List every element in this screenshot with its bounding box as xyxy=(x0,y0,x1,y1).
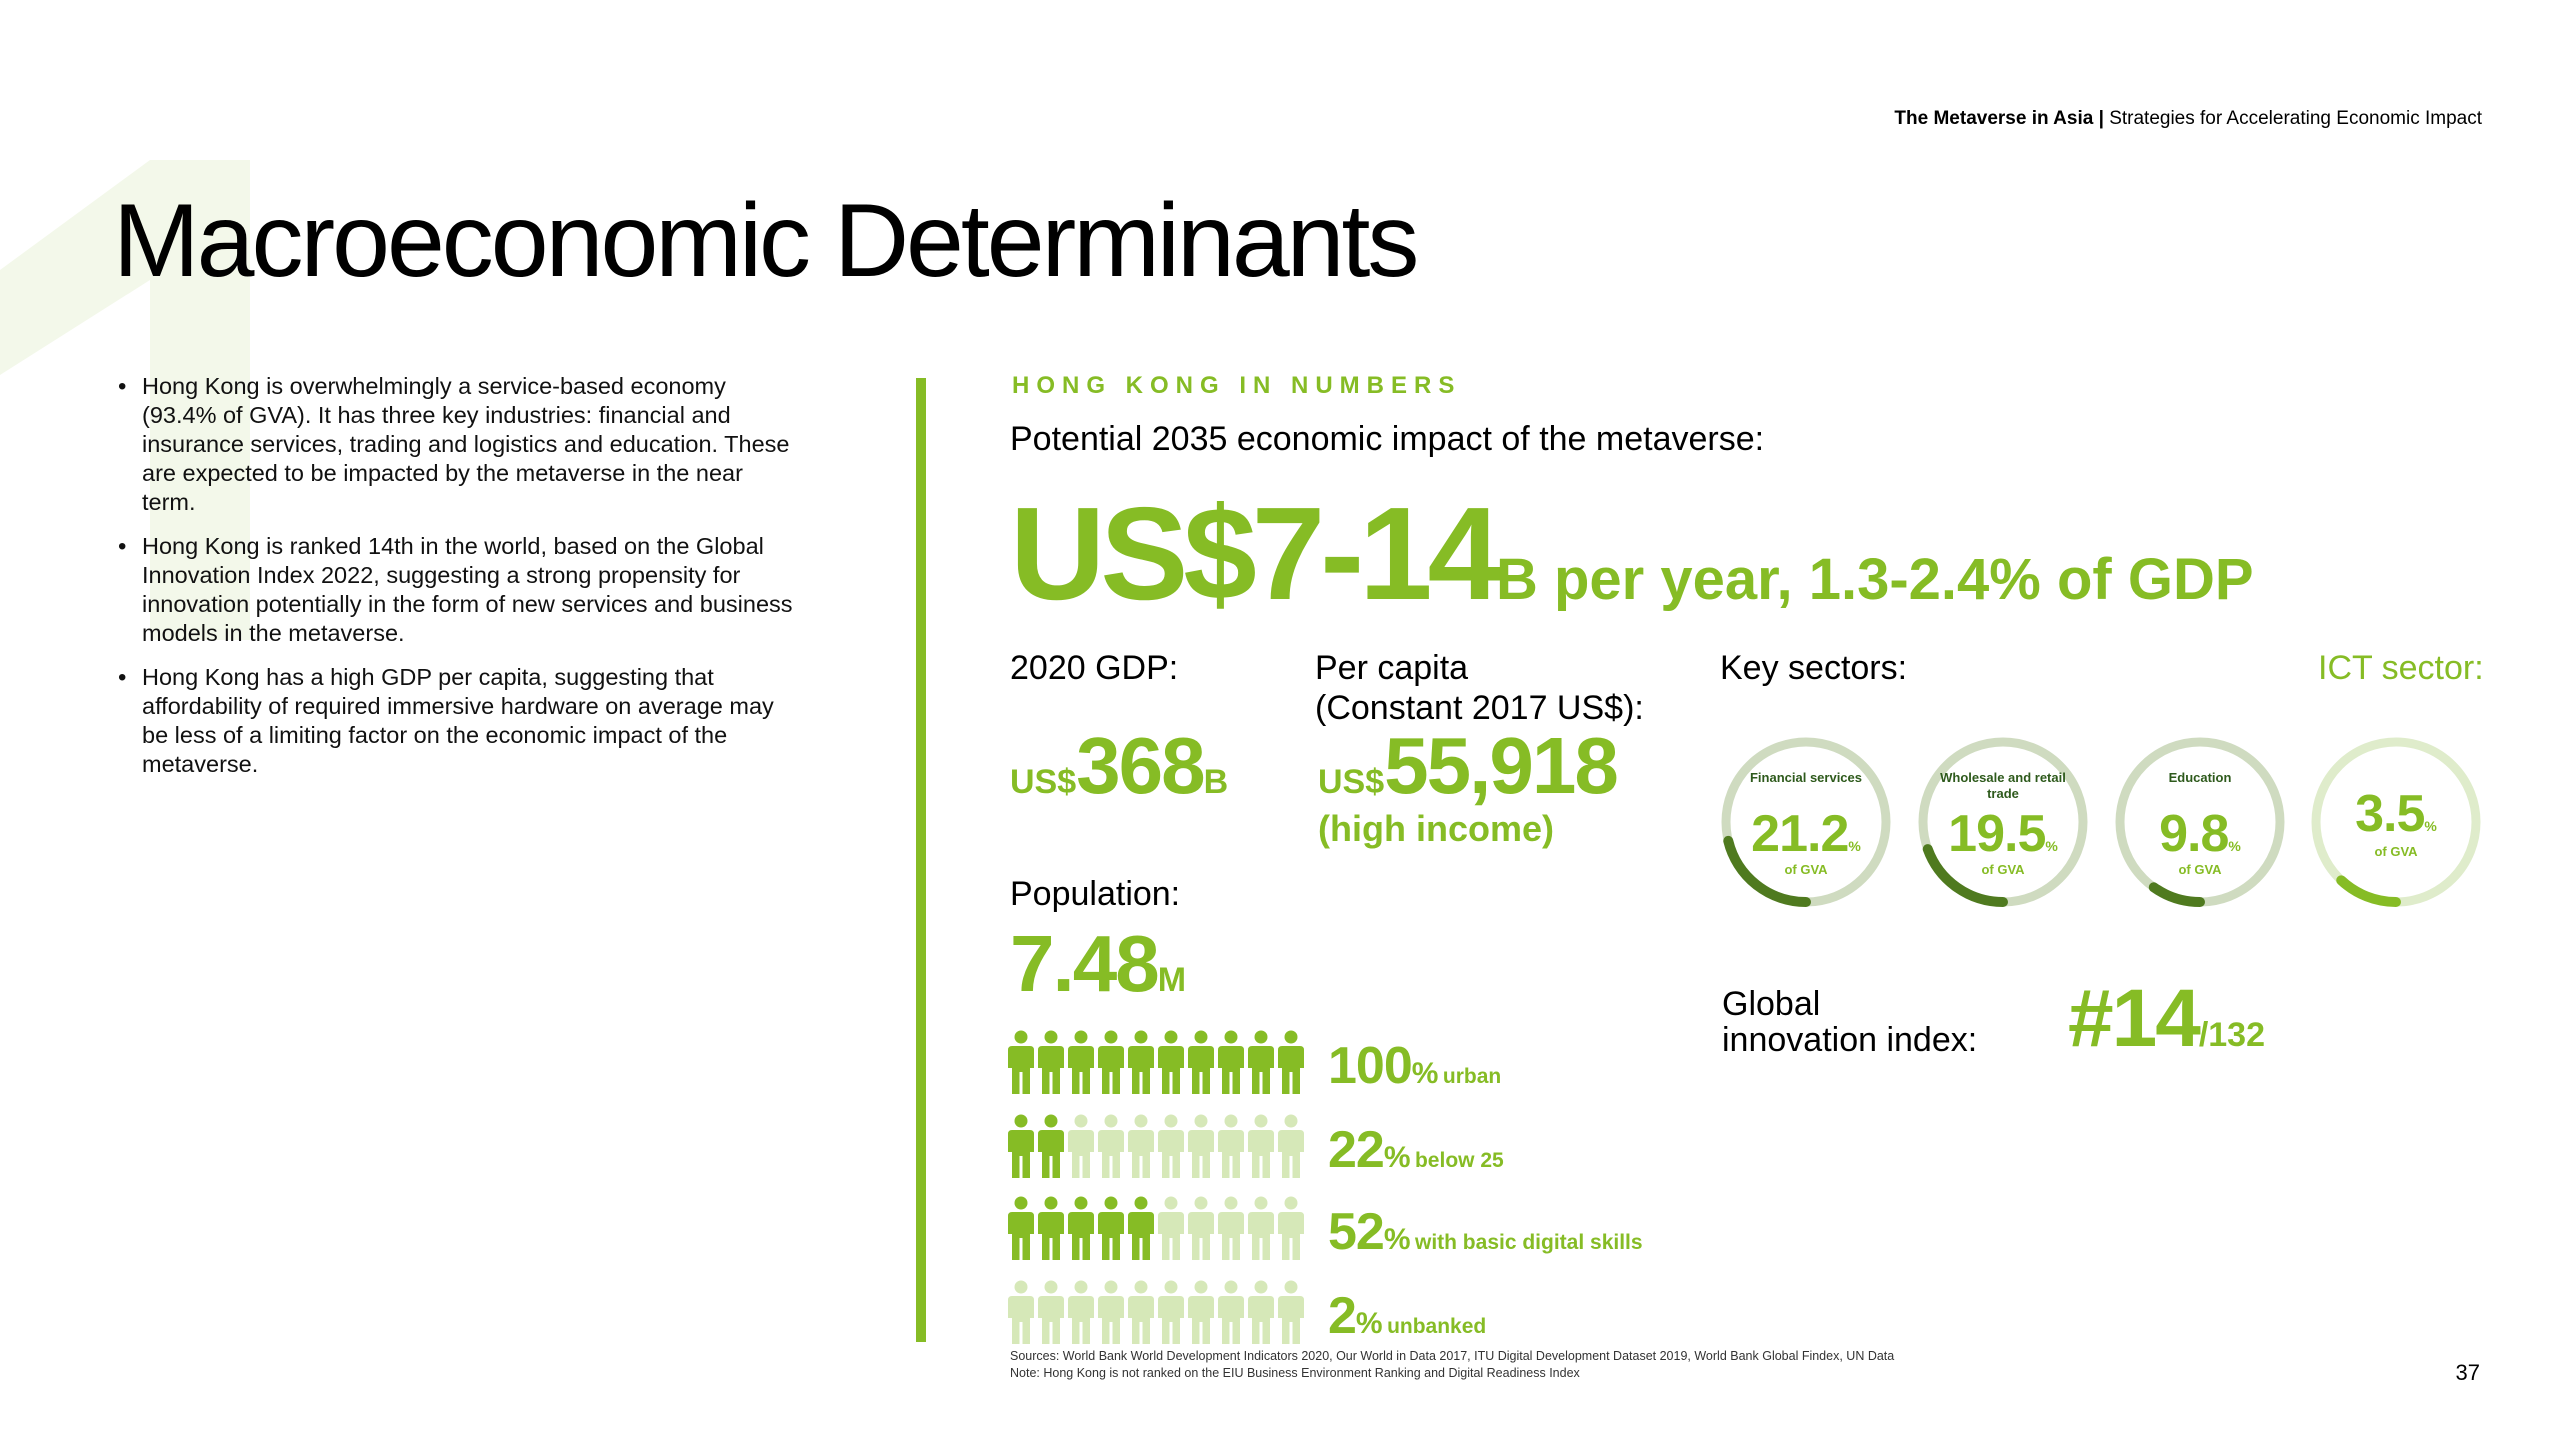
gdp-label: 2020 GDP: xyxy=(1010,649,1179,687)
sector-value xyxy=(1718,804,1894,864)
report-title: The Metaverse in Asia xyxy=(1894,108,2094,129)
person-icon xyxy=(1038,1114,1064,1178)
sector-value-unit: % xyxy=(2045,838,2058,854)
pop-stat-unit: % xyxy=(1355,1307,1383,1340)
per-capita-value xyxy=(1318,720,1617,812)
people-icons xyxy=(1008,1196,1308,1262)
ict-value-unit: % xyxy=(2424,818,2437,834)
gauge-arc xyxy=(2154,887,2200,902)
impact-rest: B per year, 1.3-2.4% of GDP xyxy=(1495,547,2254,612)
person-icon xyxy=(1278,1030,1304,1094)
person-icon xyxy=(1008,1030,1034,1094)
sector-gauge-education xyxy=(2112,734,2288,910)
gdp-number: 368 xyxy=(1076,721,1204,810)
header-separator: | xyxy=(2098,108,2104,129)
person-icon xyxy=(1278,1196,1304,1260)
person-icon xyxy=(1098,1196,1124,1260)
person-icon xyxy=(1008,1196,1034,1260)
innovation-rank-total: /132 xyxy=(2198,1016,2266,1054)
ict-sub: of GVA xyxy=(2374,844,2418,859)
people-icons xyxy=(1008,1030,1308,1096)
bullet-list xyxy=(118,372,798,794)
bullet-item: • Hong Kong is overwhelmingly a service-based economy (93.4% of GVA). It has three key industries: financial and insurance services, trading and logistics and education. These are expected to be impacted by the metaverse in the near term. xyxy=(118,372,798,517)
pop-stat-desc: urban xyxy=(1442,1065,1502,1088)
pop-stat-percent: 22 xyxy=(1328,1121,1384,1179)
population-label: Population: xyxy=(1010,875,1181,913)
per-capita-note: (high income) xyxy=(1318,808,1554,849)
person-icon xyxy=(1068,1030,1094,1094)
person-icon xyxy=(1098,1114,1124,1178)
person-icon xyxy=(1188,1030,1214,1094)
key-sectors-label: Key sectors: xyxy=(1720,649,1908,687)
person-icon xyxy=(1188,1114,1214,1178)
person-icon xyxy=(1278,1280,1304,1344)
sector-name: Financial services xyxy=(1749,770,1862,785)
pop-stat-percent: 2 xyxy=(1328,1287,1356,1345)
sector-name: Wholesale and retail trade xyxy=(1940,770,2066,801)
ict-value-number: 3.5 xyxy=(2355,785,2425,843)
person-icon xyxy=(1188,1196,1214,1260)
pop-stat-desc: with basic digital skills xyxy=(1414,1231,1643,1254)
person-icon xyxy=(1158,1196,1184,1260)
people-icons xyxy=(1008,1114,1308,1180)
person-icon xyxy=(1128,1030,1154,1094)
person-icon xyxy=(1038,1280,1064,1344)
innovation-rank xyxy=(2068,972,2265,1066)
sector-gauge-financial xyxy=(1718,734,1894,910)
per-capita-label-line2: (Constant 2017 US$): xyxy=(1315,689,1644,727)
person-icon xyxy=(1158,1030,1184,1094)
pop-stat-percent: 52 xyxy=(1328,1203,1384,1261)
running-header xyxy=(1894,108,2482,130)
sector-value xyxy=(1915,804,2091,864)
innovation-label-line1: Global xyxy=(1722,985,1821,1023)
sector-value-number: 19.5 xyxy=(1948,805,2046,863)
bullet-item: • Hong Kong is ranked 14th in the world, based on the Global Innovation Index 2022, suggesting a strong propensity for innovation potentially in the form of new services and business models in the metaverse. xyxy=(118,532,798,648)
ict-gauge xyxy=(2308,734,2484,910)
impact-value xyxy=(1010,478,2254,629)
person-icon xyxy=(1218,1196,1244,1260)
note-line: Note: Hong Kong is not ranked on the EIU Business Environment Ranking and Digital Readiness Index xyxy=(1010,1366,1580,1380)
people-icons xyxy=(1008,1280,1308,1346)
report-subtitle: Strategies for Accelerating Economic Impact xyxy=(2109,108,2482,129)
bullet-item: • Hong Kong has a high GDP per capita, suggesting that affordability of required immersive hardware on average may be less of a limiting factor on the economic impact of the metaverse. xyxy=(118,663,798,779)
section-divider xyxy=(916,378,926,1342)
population-suffix: M xyxy=(1157,961,1187,999)
per-capita-label-line1: Per capita xyxy=(1315,649,1469,687)
pop-stat xyxy=(1328,1036,1501,1096)
person-icon xyxy=(1218,1114,1244,1178)
person-icon xyxy=(1158,1114,1184,1178)
pop-stat xyxy=(1328,1286,1486,1346)
person-icon xyxy=(1008,1114,1034,1178)
per-capita-prefix: US$ xyxy=(1318,763,1385,801)
sector-sub: of GVA xyxy=(1784,862,1828,877)
person-icon xyxy=(1128,1280,1154,1344)
gdp-suffix: B xyxy=(1203,763,1229,801)
per-capita-label xyxy=(1315,648,1644,728)
section-label: HONG KONG IN NUMBERS xyxy=(1012,372,1462,399)
person-icon xyxy=(1218,1030,1244,1094)
person-icon xyxy=(1248,1280,1274,1344)
person-icon xyxy=(1128,1196,1154,1260)
page-title: Macroeconomic Determinants xyxy=(113,183,1417,299)
pop-stat-percent: 100 xyxy=(1328,1037,1412,1095)
pop-stat xyxy=(1328,1202,1643,1262)
pop-stat-unit: % xyxy=(1383,1223,1411,1256)
person-icon xyxy=(1218,1280,1244,1344)
population-value xyxy=(1010,918,1186,1010)
person-icon xyxy=(1128,1114,1154,1178)
innovation-label-line2: innovation index: xyxy=(1722,1021,1978,1059)
person-icon xyxy=(1098,1030,1124,1094)
person-icon xyxy=(1248,1030,1274,1094)
gdp-value xyxy=(1010,720,1228,812)
person-icon xyxy=(1188,1280,1214,1344)
sector-value xyxy=(2112,804,2288,864)
person-icon xyxy=(1038,1196,1064,1260)
person-icon xyxy=(1008,1280,1034,1344)
page-number: 37 xyxy=(2455,1360,2480,1385)
sector-sub: of GVA xyxy=(2178,862,2222,877)
sources-line: Sources: World Bank World Development Indicators 2020, Our World in Data 2017, ITU Digital Development Dataset 2019, World Bank Global Findex, UN Data xyxy=(1010,1349,1895,1363)
person-icon xyxy=(1158,1280,1184,1344)
person-icon xyxy=(1068,1114,1094,1178)
population-number: 7.48 xyxy=(1010,919,1158,1008)
sector-value-number: 21.2 xyxy=(1751,805,1849,863)
gauge-arc xyxy=(2341,880,2396,902)
pop-stat-desc: below 25 xyxy=(1414,1149,1504,1172)
pop-stat-unit: % xyxy=(1383,1141,1411,1174)
person-icon xyxy=(1068,1280,1094,1344)
per-capita-number: 55,918 xyxy=(1384,721,1617,810)
sector-sub: of GVA xyxy=(1981,862,2025,877)
person-icon xyxy=(1278,1114,1304,1178)
innovation-label xyxy=(1722,986,1977,1058)
person-icon xyxy=(1068,1196,1094,1260)
ict-sector-label: ICT sector: xyxy=(2318,649,2484,687)
innovation-rank-number: #14 xyxy=(2068,973,2199,1064)
impact-label: Potential 2035 economic impact of the metaverse: xyxy=(1010,420,1765,458)
sector-value-unit: % xyxy=(2228,838,2241,854)
pop-stat-desc: unbanked xyxy=(1387,1315,1487,1338)
pop-stat xyxy=(1328,1120,1504,1180)
sources-note xyxy=(1010,1348,1894,1382)
person-icon xyxy=(1248,1196,1274,1260)
person-icon xyxy=(1038,1030,1064,1094)
sector-value-unit: % xyxy=(1848,838,1861,854)
person-icon xyxy=(1098,1280,1124,1344)
sector-name: Education xyxy=(2168,770,2232,785)
pop-stat-unit: % xyxy=(1411,1057,1439,1090)
sector-gauge-wholesale xyxy=(1915,734,2091,910)
sector-value-number: 9.8 xyxy=(2159,805,2229,863)
person-icon xyxy=(1248,1114,1274,1178)
gdp-prefix: US$ xyxy=(1010,763,1077,801)
impact-range: US$7-14 xyxy=(1010,480,1496,627)
ict-value xyxy=(2308,784,2484,844)
